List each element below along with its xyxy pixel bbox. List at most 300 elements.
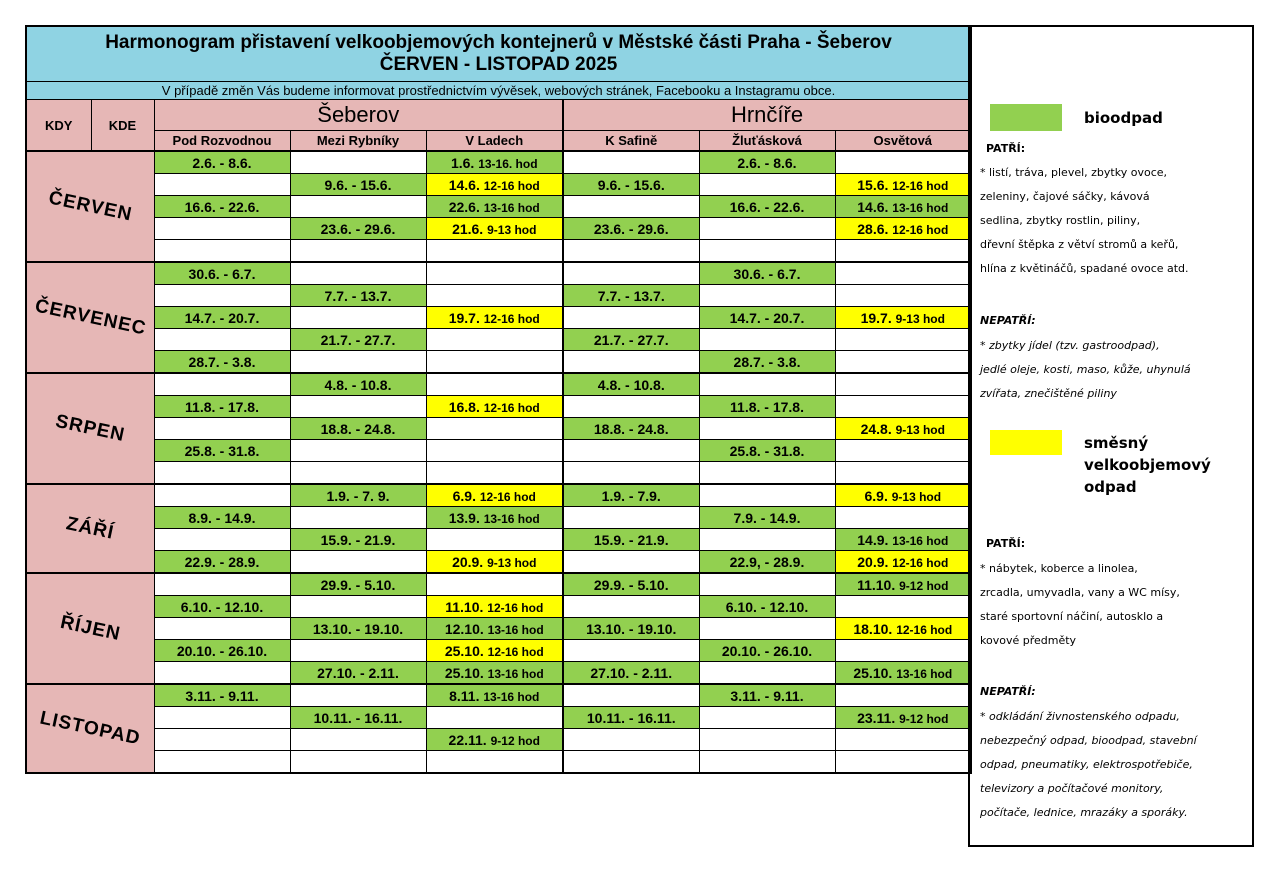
date-text: 13.10. - 19.10. <box>312 620 404 637</box>
legend-mixed <box>990 430 1211 498</box>
bio-waste-date <box>426 151 563 174</box>
mixed-title-line: odpad <box>1084 478 1137 496</box>
green-swatch <box>990 104 1062 131</box>
bio-waste-date <box>290 707 426 729</box>
empty-cell <box>835 285 971 307</box>
schedule-row <box>26 751 971 774</box>
group-hrncire-header: Hrnčíře <box>563 100 971 131</box>
date-text: 22.11. <box>448 731 487 748</box>
date-text: 25.10. <box>444 664 484 681</box>
bio-waste-date <box>154 507 290 529</box>
empty-cell <box>290 640 426 662</box>
bio-waste-date <box>563 329 699 351</box>
mixed-nepatri-label: NEPATŘÍ: <box>980 685 1036 698</box>
bio-nepatri-line: jedlé oleje, kosti, maso, kůže, uhynulá <box>980 363 1191 376</box>
empty-cell <box>290 262 426 285</box>
time-text: 12-16 hod <box>483 400 540 415</box>
empty-cell <box>154 618 290 640</box>
empty-cell <box>426 751 563 774</box>
date-text: 7.9. - 14.9. <box>733 509 801 526</box>
date-text: 8.9. - 14.9. <box>188 509 256 526</box>
mixed-patri-line: kovové předměty <box>980 634 1077 647</box>
mixed-nepatri-line: odpad, pneumatiky, elektrospotřebiče, <box>980 758 1193 771</box>
location-header: Osvětová <box>835 131 971 152</box>
empty-cell <box>290 351 426 374</box>
date-text: 2.6. - 8.6. <box>737 154 797 171</box>
bio-nepatri-text <box>980 334 1250 406</box>
empty-cell <box>154 285 290 307</box>
bio-waste-date <box>426 662 563 685</box>
bio-waste-date <box>835 529 971 551</box>
empty-cell <box>835 262 971 285</box>
bio-waste-date <box>290 484 426 507</box>
schedule-row <box>26 262 971 285</box>
date-text: 22.9. - 28.9. <box>184 553 260 570</box>
date-text: 8.11. <box>449 687 480 704</box>
bio-waste-date <box>426 196 563 218</box>
schedule-row <box>26 462 971 485</box>
time-text: 9-13 hod <box>487 555 537 570</box>
bio-waste-date <box>290 285 426 307</box>
date-text: 11.8. - 17.8. <box>730 398 804 415</box>
schedule-row <box>26 218 971 240</box>
schedule-title <box>26 26 971 82</box>
schedule-row <box>26 573 971 596</box>
empty-cell <box>835 596 971 618</box>
empty-cell <box>699 418 835 440</box>
empty-cell <box>563 196 699 218</box>
time-text: 12-16 hod <box>483 178 540 193</box>
time-text: 13-16 hod <box>483 511 540 526</box>
date-text: 16.8. <box>448 398 480 415</box>
empty-cell <box>154 174 290 196</box>
mixed-nepatri-line: nebezpečný odpad, bioodpad, stavební <box>980 734 1197 747</box>
empty-cell <box>154 329 290 351</box>
mixed-nepatri-text <box>980 705 1250 825</box>
schedule-row <box>26 507 971 529</box>
empty-cell <box>563 462 699 485</box>
empty-cell <box>426 262 563 285</box>
date-text: 28.6. <box>857 220 889 237</box>
time-text: 12-16 hod <box>487 644 544 659</box>
group-seberov-header: Šeberov <box>154 100 563 131</box>
date-text: 6.9. <box>452 487 476 504</box>
empty-cell <box>154 218 290 240</box>
title-line-2: ČERVEN - LISTOPAD 2025 <box>379 54 618 75</box>
date-text: 3.11. - 9.11. <box>185 687 259 704</box>
empty-cell <box>835 684 971 707</box>
bio-waste-date <box>699 551 835 574</box>
empty-cell <box>290 751 426 774</box>
date-text: 15.9. - 21.9. <box>593 531 669 548</box>
date-text: 25.10. <box>444 642 484 659</box>
month-label <box>26 262 154 373</box>
mixed-waste-date <box>835 551 971 574</box>
empty-cell <box>835 151 971 174</box>
title-line-1: Harmonogram přistavení velkoobjemových kontejnerů v Městské části Praha - Šeberov <box>105 32 892 53</box>
date-text: 6.9. <box>864 487 888 504</box>
empty-cell <box>699 329 835 351</box>
date-text: 18.10. <box>853 620 893 637</box>
mixed-patri-label: PATŘÍ: <box>986 537 1026 550</box>
empty-cell <box>290 462 426 485</box>
mixed-nepatri-line: * odkládání živnostenského odpadu, <box>980 710 1180 723</box>
schedule-row <box>26 418 971 440</box>
schedule-row <box>26 396 971 418</box>
schedule-row <box>26 551 971 574</box>
bio-waste-date <box>154 640 290 662</box>
empty-cell <box>563 729 699 751</box>
schedule-row <box>26 529 971 551</box>
bio-nepatri-label: NEPATŘÍ: <box>980 314 1036 327</box>
mixed-waste-date <box>426 484 563 507</box>
bio-waste-date <box>699 440 835 462</box>
empty-cell <box>426 329 563 351</box>
date-text: 3.11. - 9.11. <box>730 687 804 704</box>
date-text: 16.6. - 22.6. <box>184 198 260 215</box>
schedule-row <box>26 729 971 751</box>
empty-cell <box>290 396 426 418</box>
empty-cell <box>154 240 290 263</box>
date-text: 13.10. - 19.10. <box>586 620 677 637</box>
date-text: 25.10. <box>853 664 893 681</box>
empty-cell <box>835 751 971 774</box>
bio-waste-date <box>699 596 835 618</box>
bio-waste-date <box>290 174 426 196</box>
empty-cell <box>835 507 971 529</box>
schedule-table <box>25 25 972 774</box>
month-name: LISTOPAD <box>38 707 143 750</box>
date-text: 30.6. - 6.7. <box>733 265 801 282</box>
schedule-row <box>26 151 971 174</box>
empty-cell <box>426 418 563 440</box>
empty-cell <box>699 751 835 774</box>
bio-waste-date <box>290 618 426 640</box>
date-text: 2.6. - 8.6. <box>192 154 252 171</box>
date-text: 4.8. - 10.8. <box>597 376 665 393</box>
date-text: 4.8. - 10.8. <box>324 376 392 393</box>
bio-patri-line: sedlina, zbytky rostlin, piliny, <box>980 214 1141 227</box>
date-text: 24.8. <box>860 420 892 437</box>
date-text: 13.9. <box>448 509 480 526</box>
date-text: 19.7. <box>448 309 480 326</box>
bio-waste-date <box>426 684 563 707</box>
time-text: 9-12 hod <box>899 711 949 726</box>
date-text: 23.6. - 29.6. <box>593 220 669 237</box>
mixed-waste-date <box>835 218 971 240</box>
time-text: 12-16 hod <box>892 178 949 193</box>
schedule-row <box>26 329 971 351</box>
empty-cell <box>154 529 290 551</box>
mixed-waste-date <box>835 484 971 507</box>
legend-bio-title: bioodpad <box>1084 109 1163 127</box>
mixed-nepatri-line: televizory a počítačové monitory, <box>980 782 1164 795</box>
bio-waste-date <box>290 662 426 685</box>
bio-waste-date <box>154 396 290 418</box>
time-text: 12-16 hod <box>479 489 536 504</box>
bio-waste-date <box>699 507 835 529</box>
schedule-row <box>26 285 971 307</box>
empty-cell <box>835 240 971 263</box>
mixed-waste-date <box>426 640 563 662</box>
schedule-row <box>26 484 971 507</box>
empty-cell <box>154 373 290 396</box>
bio-waste-date <box>563 529 699 551</box>
bio-nepatri-line: * zbytky jídel (tzv. gastroodpad), <box>980 339 1160 352</box>
location-header: Žluťásková <box>699 131 835 152</box>
schedule-row <box>26 662 971 685</box>
kdy-header: KDY <box>26 100 91 152</box>
date-text: 20.9. <box>857 553 889 570</box>
empty-cell <box>835 373 971 396</box>
empty-cell <box>699 285 835 307</box>
empty-cell <box>835 729 971 751</box>
location-header: V Ladech <box>426 131 563 152</box>
bio-waste-date <box>563 662 699 685</box>
bio-waste-date <box>699 196 835 218</box>
bio-waste-date <box>154 196 290 218</box>
time-text: 13-16 hod <box>483 689 540 704</box>
bio-waste-date <box>290 329 426 351</box>
empty-cell <box>290 684 426 707</box>
bio-waste-date <box>699 151 835 174</box>
bio-waste-date <box>154 596 290 618</box>
date-text: 1.9. - 7. 9. <box>326 487 390 504</box>
date-text: 28.7. - 3.8. <box>733 353 801 370</box>
date-text: 14.7. - 20.7. <box>729 309 805 326</box>
bio-waste-date <box>563 285 699 307</box>
kde-header: KDE <box>91 100 154 152</box>
date-text: 11.10. <box>857 576 896 593</box>
empty-cell <box>154 729 290 751</box>
empty-cell <box>699 218 835 240</box>
date-text: 14.6. <box>857 198 889 215</box>
date-text: 21.7. - 27.7. <box>320 331 396 348</box>
bio-waste-date <box>835 196 971 218</box>
time-text: 12-16 hod <box>483 311 540 326</box>
bio-waste-date <box>563 218 699 240</box>
time-text: 9-12 hod <box>490 733 540 748</box>
date-text: 30.6. - 6.7. <box>188 265 256 282</box>
mixed-waste-date <box>835 618 971 640</box>
date-text: 28.7. - 3.8. <box>188 353 256 370</box>
month-name: ZÁŘÍ <box>64 513 117 544</box>
location-header: Mezi Rybníky <box>290 131 426 152</box>
empty-cell <box>563 262 699 285</box>
empty-cell <box>290 596 426 618</box>
date-text: 25.8. - 31.8. <box>184 442 260 459</box>
date-text: 20.9. <box>452 553 484 570</box>
schedule-row <box>26 684 971 707</box>
time-text: 13-16 hod <box>892 533 949 548</box>
location-header: K Safině <box>563 131 699 152</box>
mixed-title-line: směsný <box>1084 434 1149 452</box>
empty-cell <box>699 240 835 263</box>
bio-waste-date <box>154 307 290 329</box>
date-text: 27.10. - 2.11. <box>590 664 673 681</box>
bio-waste-date <box>426 729 563 751</box>
date-text: 21.6. <box>452 220 484 237</box>
empty-cell <box>290 440 426 462</box>
mixed-waste-date <box>835 307 971 329</box>
time-text: 9-13 hod <box>487 222 537 237</box>
date-text: 10.11. - 16.11. <box>313 709 403 726</box>
time-text: 9-12 hod <box>899 578 949 593</box>
empty-cell <box>426 351 563 374</box>
empty-cell <box>290 307 426 329</box>
time-text: 9-13 hod <box>891 489 942 504</box>
mixed-patri-line: zrcadla, umyvadla, vany a WC mísy, <box>980 586 1180 599</box>
date-text: 11.10. <box>445 598 484 615</box>
date-text: 29.9. - 5.10. <box>593 576 669 593</box>
empty-cell <box>154 707 290 729</box>
empty-cell <box>154 573 290 596</box>
empty-cell <box>699 729 835 751</box>
empty-cell <box>154 484 290 507</box>
mixed-patri-line: * nábytek, koberce a linolea, <box>980 562 1138 575</box>
schedule-row <box>26 373 971 396</box>
bio-waste-date <box>563 618 699 640</box>
date-text: 21.7. - 27.7. <box>593 331 669 348</box>
mixed-waste-date <box>835 174 971 196</box>
date-text: 18.8. - 24.8. <box>593 420 669 437</box>
date-text: 14.9. <box>857 531 889 548</box>
schedule-row <box>26 618 971 640</box>
bio-patri-line: dřevní štěpka z větví stromů a keřů, <box>980 238 1179 251</box>
empty-cell <box>426 707 563 729</box>
date-text: 10.11. - 16.11. <box>586 709 676 726</box>
bio-waste-date <box>290 529 426 551</box>
schedule-row <box>26 196 971 218</box>
empty-cell <box>563 440 699 462</box>
schedule-row <box>26 640 971 662</box>
bio-nepatri-line: zvířata, znečištěné piliny <box>980 387 1117 400</box>
empty-cell <box>835 351 971 374</box>
month-name: ČERVEN <box>46 187 134 226</box>
bio-waste-date <box>154 351 290 374</box>
bio-waste-date <box>699 262 835 285</box>
month-label <box>26 684 154 773</box>
empty-cell <box>290 151 426 174</box>
bio-waste-date <box>699 640 835 662</box>
empty-cell <box>699 174 835 196</box>
schedule-row <box>26 707 971 729</box>
time-text: 12-16 hod <box>892 222 949 237</box>
time-text: 12-16 hod <box>896 622 953 637</box>
empty-cell <box>699 529 835 551</box>
empty-cell <box>699 662 835 685</box>
date-text: 22.6. <box>448 198 480 215</box>
date-text: 1.9. - 7.9. <box>601 487 661 504</box>
date-text: 6.10. - 12.10. <box>725 598 809 615</box>
empty-cell <box>426 529 563 551</box>
bio-waste-date <box>154 440 290 462</box>
legend-mixed-title <box>1084 432 1211 498</box>
empty-cell <box>426 240 563 263</box>
date-text: 29.9. - 5.10. <box>320 576 396 593</box>
date-text: 7.7. - 13.7. <box>597 287 665 304</box>
empty-cell <box>835 396 971 418</box>
date-text: 9.6. - 15.6. <box>597 176 665 193</box>
bio-waste-date <box>835 662 971 685</box>
empty-cell <box>563 640 699 662</box>
empty-cell <box>699 373 835 396</box>
empty-cell <box>699 462 835 485</box>
mixed-waste-date <box>426 307 563 329</box>
mixed-title-line: velkoobjemový <box>1084 456 1211 474</box>
date-text: 1.6. <box>450 154 475 171</box>
mixed-nepatri-line: počítače, lednice, mrazáky a sporáky. <box>980 806 1188 819</box>
bio-waste-date <box>154 551 290 574</box>
empty-cell <box>563 240 699 263</box>
schedule-row <box>26 174 971 196</box>
schedule-row <box>26 307 971 329</box>
date-text: 9.6. - 15.6. <box>324 176 392 193</box>
bio-waste-date <box>290 373 426 396</box>
bio-waste-date <box>290 218 426 240</box>
bio-waste-date <box>563 573 699 596</box>
empty-cell <box>835 440 971 462</box>
date-text: 23.6. - 29.6. <box>320 220 396 237</box>
date-text: 27.10. - 2.11. <box>317 664 399 681</box>
legend-bio <box>990 104 1163 131</box>
legend-panel <box>968 25 1254 847</box>
bio-waste-date <box>426 618 563 640</box>
empty-cell <box>290 196 426 218</box>
empty-cell <box>563 596 699 618</box>
month-name: ŘÍJEN <box>58 611 123 646</box>
date-text: 7.7. - 13.7. <box>324 287 392 304</box>
time-text: 13-16 hod <box>487 666 544 681</box>
date-text: 25.8. - 31.8. <box>729 442 805 459</box>
empty-cell <box>835 640 971 662</box>
bio-waste-date <box>290 418 426 440</box>
time-text: 13-16 hod <box>896 666 953 681</box>
bio-waste-date <box>563 373 699 396</box>
time-text: 13-16 hod <box>487 622 544 637</box>
bio-patri-line: hlína z květináčů, spadané ovoce atd. <box>980 262 1189 275</box>
bio-patri-line: zeleniny, čajové sáčky, kávová <box>980 190 1150 203</box>
time-text: 12-16 hod <box>487 600 544 615</box>
empty-cell <box>699 618 835 640</box>
date-text: 22.9, - 28.9. <box>729 553 805 570</box>
bio-patri-text <box>980 161 1250 281</box>
empty-cell <box>426 285 563 307</box>
bio-waste-date <box>699 684 835 707</box>
schedule-row <box>26 440 971 462</box>
time-text: 13-16 hod <box>892 200 949 215</box>
month-label <box>26 573 154 684</box>
bio-patri-line: * listí, tráva, plevel, zbytky ovoce, <box>980 166 1167 179</box>
date-text: 14.7. - 20.7. <box>184 309 260 326</box>
empty-cell <box>835 462 971 485</box>
mixed-waste-date <box>426 596 563 618</box>
mixed-patri-text <box>980 557 1250 653</box>
bio-patri-label: PATŘÍ: <box>986 142 1026 155</box>
empty-cell <box>563 151 699 174</box>
empty-cell <box>563 684 699 707</box>
empty-cell <box>563 307 699 329</box>
bio-waste-date <box>699 351 835 374</box>
bio-waste-date <box>154 684 290 707</box>
mixed-waste-date <box>426 551 563 574</box>
bio-waste-date <box>154 262 290 285</box>
bio-waste-date <box>835 707 971 729</box>
empty-cell <box>563 751 699 774</box>
schedule-row <box>26 240 971 263</box>
empty-cell <box>563 396 699 418</box>
date-text: 20.10. - 26.10. <box>721 642 813 659</box>
